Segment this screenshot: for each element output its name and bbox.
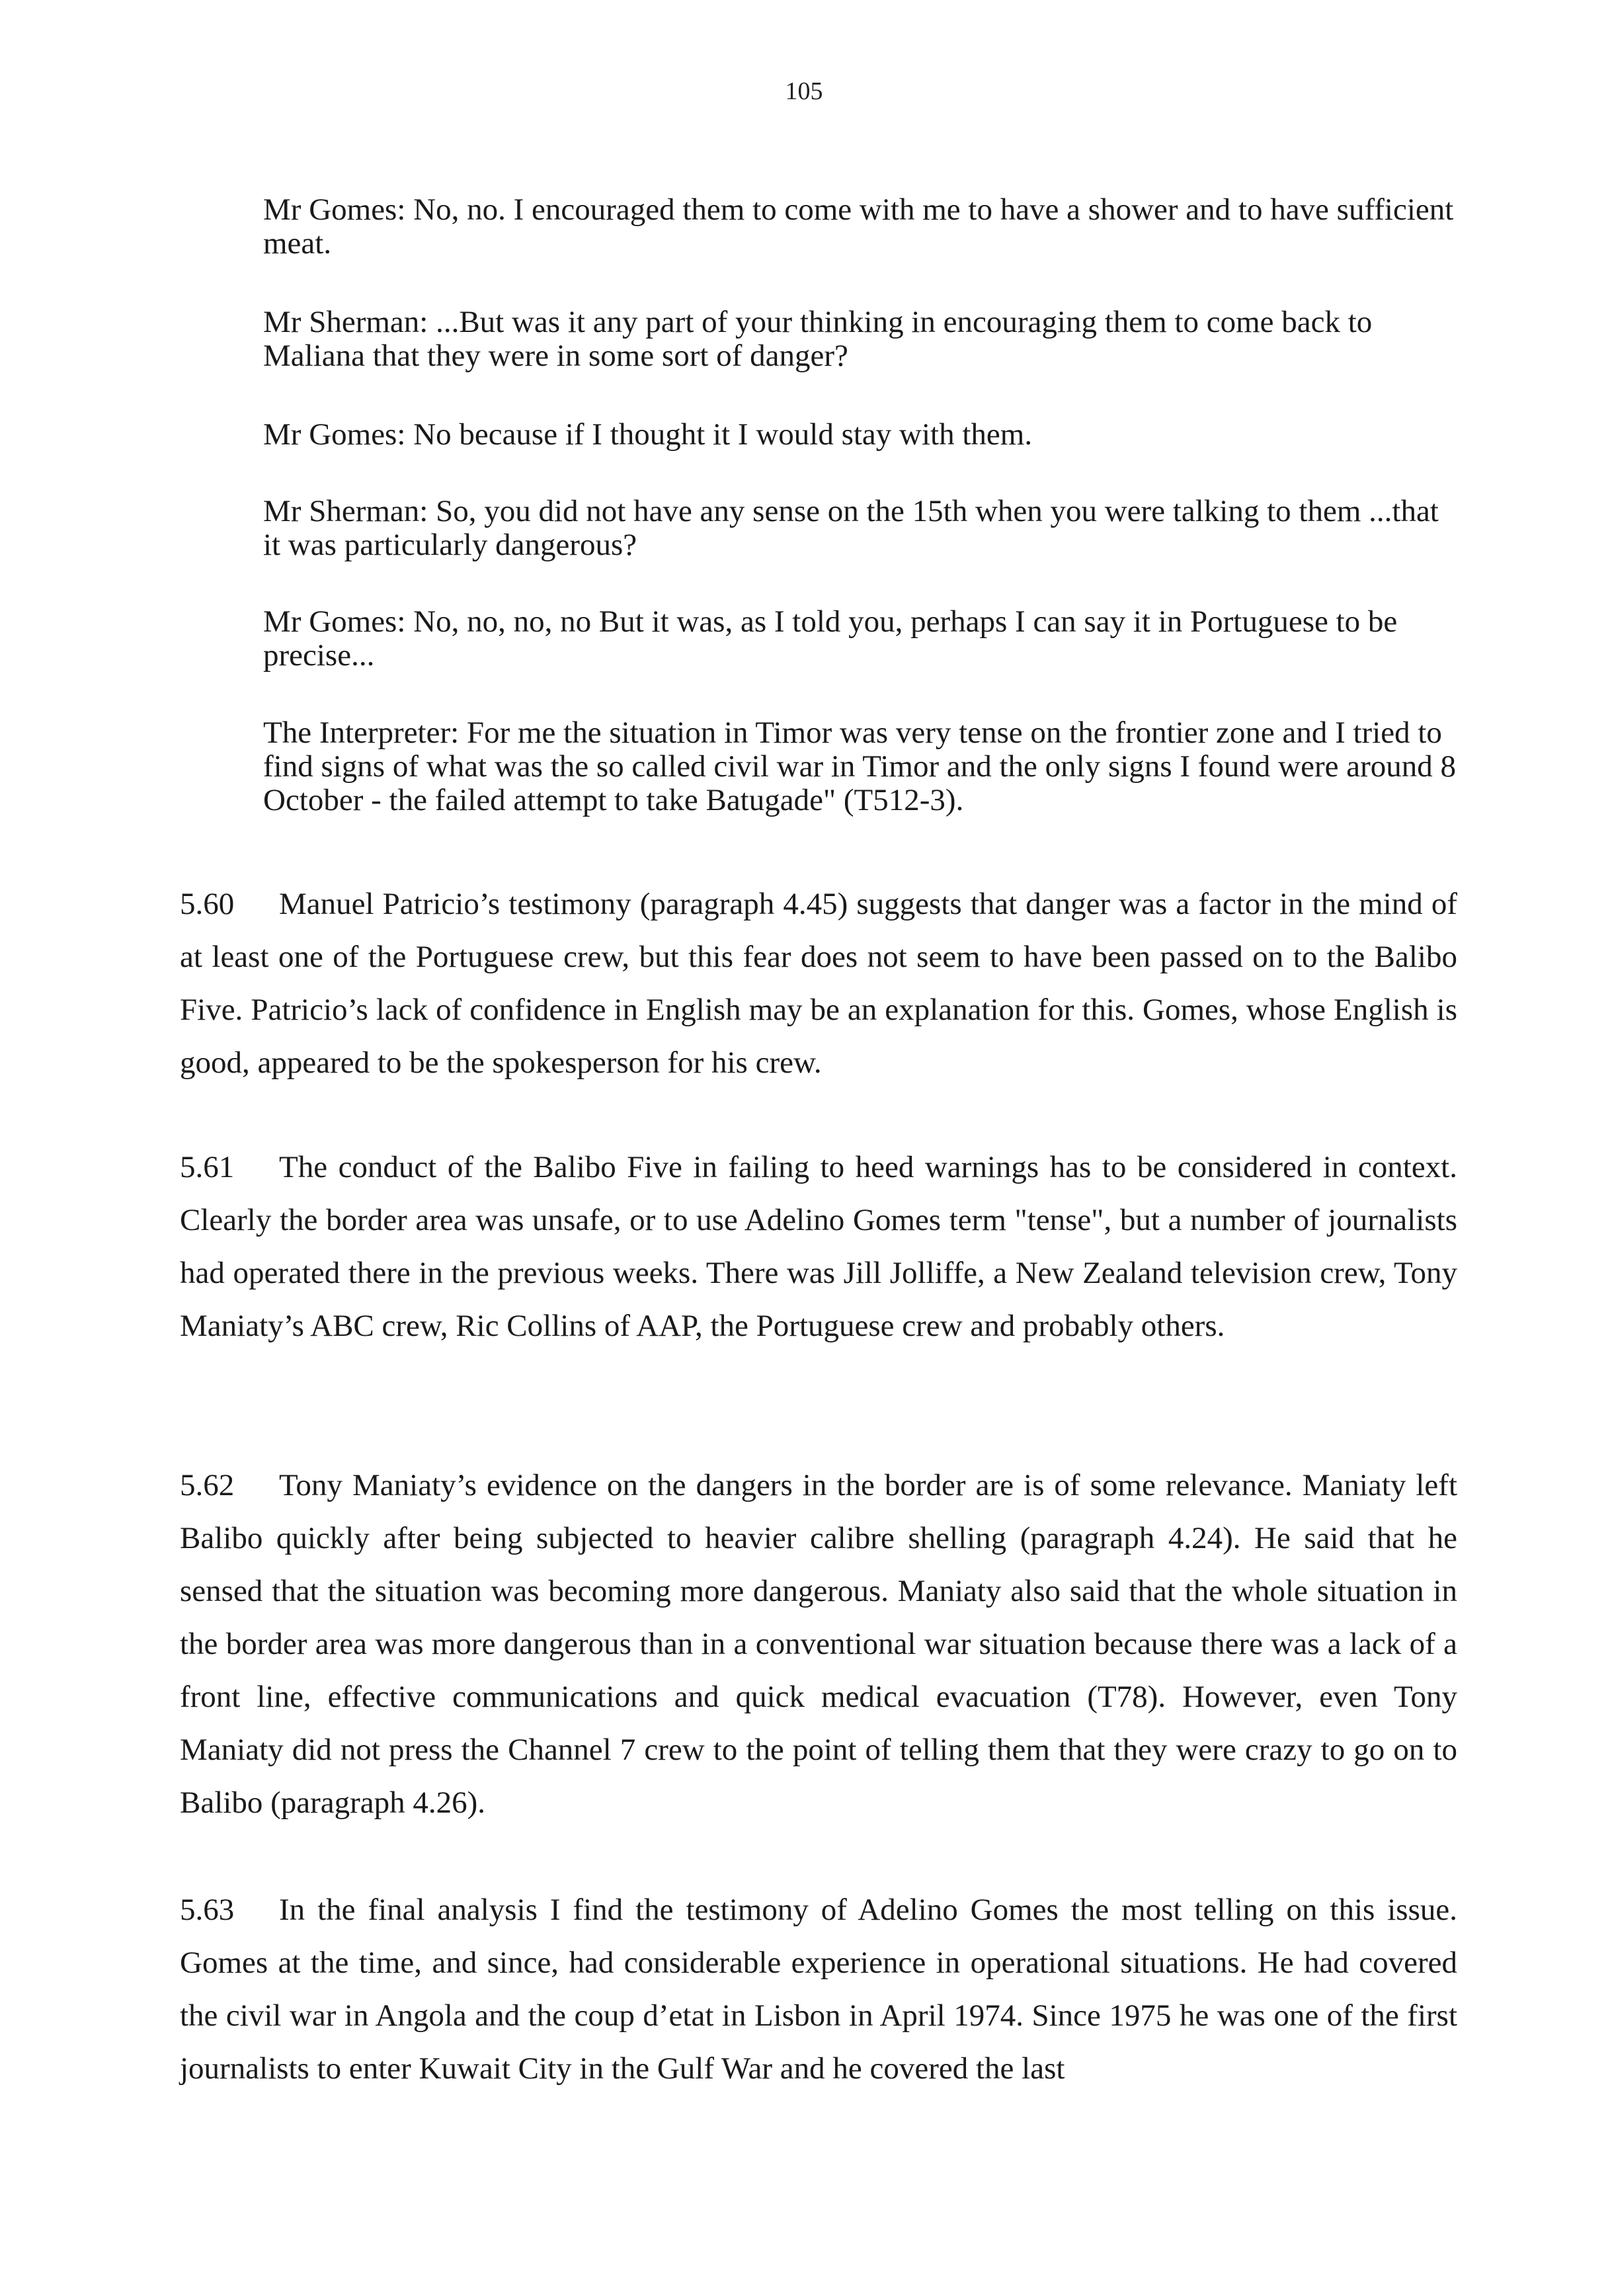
quote-text: So, you did not have any sense on the 15th when you were talking to them ...that it was particularly dangerous? [263,494,1439,562]
paragraph-number: 5.62 [180,1468,235,1502]
transcript-line [263,306,1457,373]
paragraph-text: The conduct of the Balibo Five in failing to heed warnings has to be considered in context. Clearly the border area was unsafe, or to use Adelino Gomes term "tense", but a number of journalists had operated there in the previous weeks. There was Jill Jolliffe, a New Zealand television crew, Tony Maniaty’s ABC crew, Ric Collins of AAP, the Portuguese crew and probably others. [180,1150,1457,1343]
transcript-line [263,605,1457,673]
transcript-line [263,716,1457,817]
paragraph-text: Tony Maniaty’s evidence on the dangers in the border are is of some relevance. Maniaty left Balibo quickly after being subjected to heavier calibre shelling (paragraph 4.24). He said that he sensed that the situation was becoming more dangerous. Maniaty also said that the whole situation in the border area was more dangerous than in a conventional war situation because there was a lack of a front line, effective communications and quick medical evacuation (T78). However, even Tony Maniaty did not press the Channel 7 crew to the point of telling them that they were crazy to go on to Balibo (paragraph 4.26). [180,1468,1457,1820]
paragraph-number: 5.63 [180,1893,235,1927]
quote-text: No, no, no, no But it was, as I told you, perhaps I can say it in Portuguese to be precise... [263,604,1398,673]
paragraph-5-61 [180,1141,1457,1352]
quote-text: ...But was it any part of your thinking in encouraging them to come back to Maliana that they were in some sort of danger? [263,305,1373,373]
paragraph-5-60 [180,878,1457,1089]
speaker: The Interpreter: [263,716,460,750]
quote-text: For me the situation in Timor was very tense on the frontier zone and I tried to find signs of what was the so called civil war in Timor and the only signs I found were around 8 October - the failed attempt to take Batugade" (T512-3). [263,716,1456,817]
transcript-line [263,495,1457,562]
transcript-line [263,418,1457,452]
speaker: Mr Gomes: [263,417,406,452]
paragraph-number: 5.61 [180,1150,235,1184]
paragraph-5-62 [180,1459,1457,1829]
speaker: Mr Gomes: [263,192,406,227]
transcript-line [263,193,1457,261]
paragraph-text: In the final analysis I find the testimony of Adelino Gomes the most telling on this issue. Gomes at the time, and since, had considerable experience in operational situations. He had covered the civil war in Angola and the coup d’etat in Lisbon in April 1974. Since 1975 he was one of the first journalists to enter Kuwait City in the Gulf War and he covered the last [180,1893,1457,2086]
paragraph-5-63 [180,1883,1457,2095]
speaker: Mr Sherman: [263,494,428,528]
speaker: Mr Gomes: [263,604,406,639]
paragraph-text: Manuel Patricio’s testimony (paragraph 4.45) suggests that danger was a factor in the mind of at least one of the Portuguese crew, but this fear does not seem to have been passed on to the Balibo Five. Patricio’s lack of confidence in English may be an explanation for this. Gomes, whose English is good, appeared to be the spokesperson for his crew. [180,887,1457,1080]
paragraph-number: 5.60 [180,887,235,921]
quote-text: No because if I thought it I would stay with them. [413,417,1033,452]
quote-text: No, no. I encouraged them to come with me to have a shower and to have sufficient meat. [263,192,1454,261]
page-number: 105 [785,77,823,105]
speaker: Mr Sherman: [263,305,428,339]
